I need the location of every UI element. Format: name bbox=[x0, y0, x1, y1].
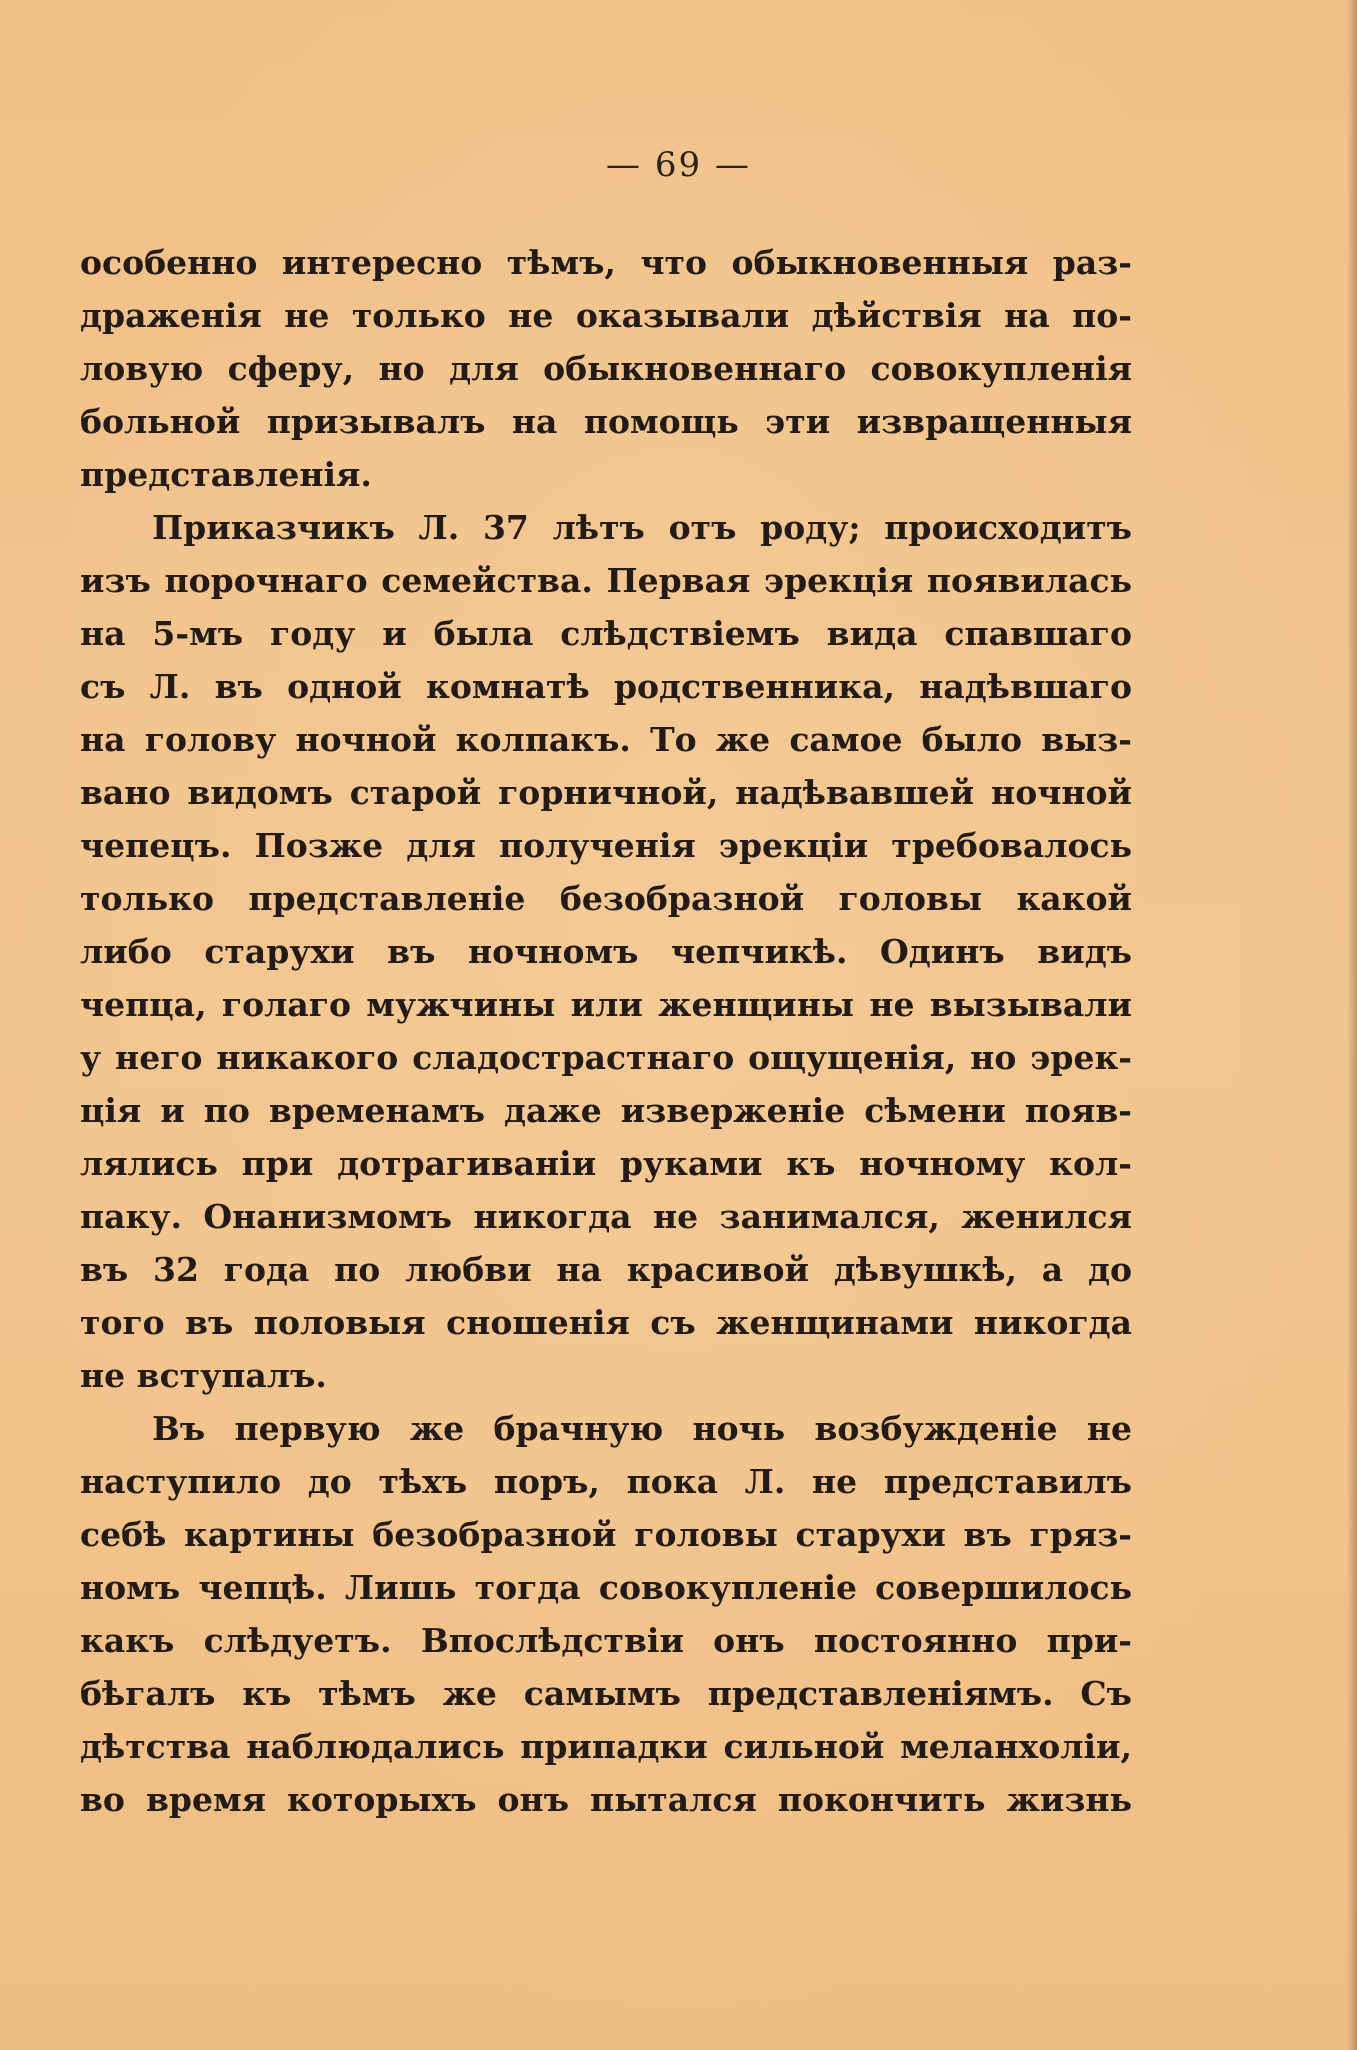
text-line: либо старухи въ ночномъ чепчикѣ. Одинъ видъ bbox=[80, 932, 1132, 971]
text-line: ція и по временамъ даже изверженіе сѣмени появ- bbox=[80, 1091, 1132, 1130]
text-line: не вступалъ. bbox=[80, 1356, 327, 1395]
text-line: больной призывалъ на помощь эти извращенныя bbox=[80, 402, 1132, 441]
text-line: Въ первую же брачную ночь возбужденіе не bbox=[152, 1409, 1132, 1448]
page-number: — 69 — bbox=[606, 145, 751, 185]
body-text bbox=[80, 236, 1132, 1826]
text-line: на голову ночной колпакъ. То же самое было выз- bbox=[80, 720, 1132, 759]
text-line: себѣ картины безобразной головы старухи въ гряз- bbox=[80, 1515, 1132, 1554]
text-line: номъ чепцѣ. Лишь тогда совокупленіе совершилось bbox=[80, 1568, 1132, 1607]
text-line: въ 32 года по любви на красивой дѣвушкѣ, а до bbox=[80, 1250, 1132, 1289]
text-line: драженія не только не оказывали дѣйствія на по- bbox=[80, 296, 1132, 335]
text-line: лялись при дотрагиваніи руками къ ночному кол- bbox=[80, 1144, 1132, 1183]
text-line: дѣтства наблюдались припадки сильной меланхоліи, bbox=[80, 1727, 1132, 1766]
text-line: ловую сферу, но для обыкновеннаго совокупленія bbox=[80, 349, 1132, 388]
text-line: того въ половыя сношенія съ женщинами никогда bbox=[80, 1303, 1132, 1342]
text-line: у него никакого сладострастнаго ощущенія, но эрек- bbox=[80, 1038, 1132, 1077]
text-line: паку. Онанизмомъ никогда не занимался, женился bbox=[80, 1197, 1132, 1236]
text-line: вано видомъ старой горничной, надѣвавшей ночной bbox=[80, 773, 1132, 812]
page-edge-shadow bbox=[1347, 0, 1357, 2050]
text-line: представленія. bbox=[80, 455, 372, 494]
text-line: Приказчикъ Л. 37 лѣтъ отъ роду; происходитъ bbox=[152, 508, 1132, 547]
text-line: особенно интересно тѣмъ, что обыкновенныя раз- bbox=[80, 243, 1132, 282]
text-line: какъ слѣдуетъ. Впослѣдствіи онъ постоянно при- bbox=[80, 1621, 1132, 1660]
text-line: во время которыхъ онъ пытался покончить жизнь bbox=[80, 1780, 1132, 1819]
paragraph bbox=[80, 1402, 1132, 1826]
text-line: чепца, голаго мужчины или женщины не вызывали bbox=[80, 985, 1132, 1024]
text-line: на 5-мъ году и была слѣдствіемъ вида спавшаго bbox=[80, 614, 1132, 653]
text-line: изъ порочнаго семейства. Первая эрекція появилась bbox=[80, 561, 1132, 600]
text-line: только представленіе безобразной головы какой bbox=[80, 879, 1132, 918]
text-line: съ Л. въ одной комнатѣ родственника, надѣвшаго bbox=[80, 667, 1132, 706]
text-line: бѣгалъ къ тѣмъ же самымъ представленіямъ. Съ bbox=[80, 1674, 1132, 1713]
paragraph bbox=[80, 236, 1132, 501]
text-line: чепецъ. Позже для полученія эрекціи требовалось bbox=[80, 826, 1132, 865]
paragraph bbox=[80, 501, 1132, 1402]
text-line: наступило до тѣхъ поръ, пока Л. не представилъ bbox=[80, 1462, 1132, 1501]
